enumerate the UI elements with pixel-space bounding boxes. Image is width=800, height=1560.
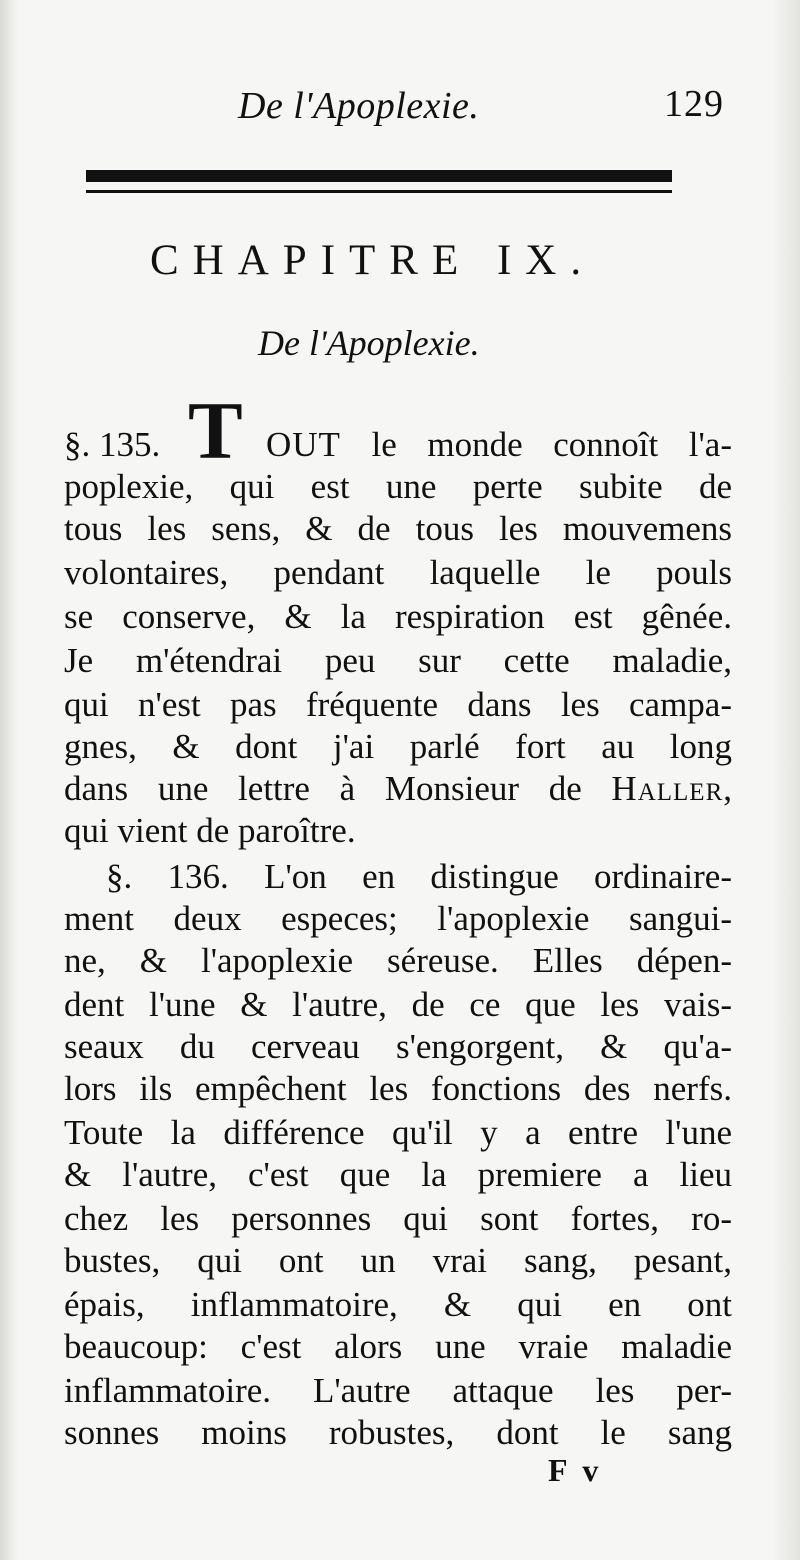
- running-head: De l'Apoplexie.: [238, 85, 480, 127]
- text-line: beaucoup: c'est alors une vraie maladie: [64, 1327, 732, 1366]
- page-left-shadow: [0, 0, 18, 1560]
- text-line: Toute la différence qu'il y a entre l'une: [64, 1113, 732, 1152]
- header-rule-thin: [86, 190, 672, 193]
- paragraph-136-first-line: §. 136. L'on en distingue ordinaire-: [106, 857, 732, 896]
- haller-prefix: dans une lettre à Monsieur de: [64, 769, 612, 808]
- text-line: qui n'est pas fréquente dans les campa-: [64, 685, 732, 724]
- text-line: inflammatoire. L'autre attaque les per-: [64, 1371, 732, 1410]
- header-rule-thick: [86, 170, 672, 182]
- text-line: se conserve, & la respiration est gênée.: [64, 597, 732, 636]
- text-line: ne, & l'apoplexie séreuse. Elles dépen-: [64, 941, 732, 980]
- text-line: Je m'étendrai peu sur cette maladie,: [64, 641, 732, 680]
- paragraph-135-first-line: [266, 424, 732, 466]
- text-line: dent l'une & l'autre, de ce que les vais-: [64, 985, 732, 1024]
- page-right-shadow: [772, 0, 800, 1560]
- text-line: & l'autre, c'est que la premiere a lieu: [64, 1155, 732, 1194]
- first-line-text: le monde connoît l'a-: [371, 425, 732, 464]
- page-number: 129: [664, 83, 724, 125]
- text-line: épais, inflammatoire, & qui en ont: [64, 1285, 732, 1324]
- text-line: poplexie, qui est une perte subite de: [64, 467, 732, 506]
- text-line: sonnes moins robustes, dont le sang: [64, 1413, 732, 1452]
- text-line-haller: [64, 768, 732, 810]
- small-caps-word: OUT: [266, 425, 341, 464]
- text-line: chez les personnes qui sont fortes, ro-: [64, 1199, 732, 1238]
- haller-name: Haller: [611, 769, 724, 808]
- haller-suffix: ,: [723, 769, 732, 808]
- text-line: bustes, qui ont un vrai sang, pesant,: [64, 1241, 732, 1280]
- text-line: seaux du cerveau s'engorgent, & qu'a-: [64, 1027, 732, 1066]
- section-mark-135: §. 135.: [64, 425, 161, 464]
- text-line: ment deux especes; l'apoplexie sangui-: [64, 899, 732, 938]
- chapter-subtitle: De l'Apoplexie.: [258, 323, 480, 363]
- chapter-title: CHAPITRE IX.: [150, 237, 596, 284]
- drop-cap: T: [188, 385, 243, 476]
- text-line: volontaires, pendant laquelle le pouls: [64, 553, 732, 592]
- text-line: gnes, & dont j'ai parlé fort au long: [64, 727, 732, 766]
- text-line: qui vient de paroître.: [64, 811, 356, 850]
- text-line: tous les sens, & de tous les mouvemens: [64, 509, 732, 548]
- text-line: lors ils empêchent les fonctions des nerfs.: [64, 1069, 732, 1108]
- signature-mark: F v: [548, 1452, 603, 1488]
